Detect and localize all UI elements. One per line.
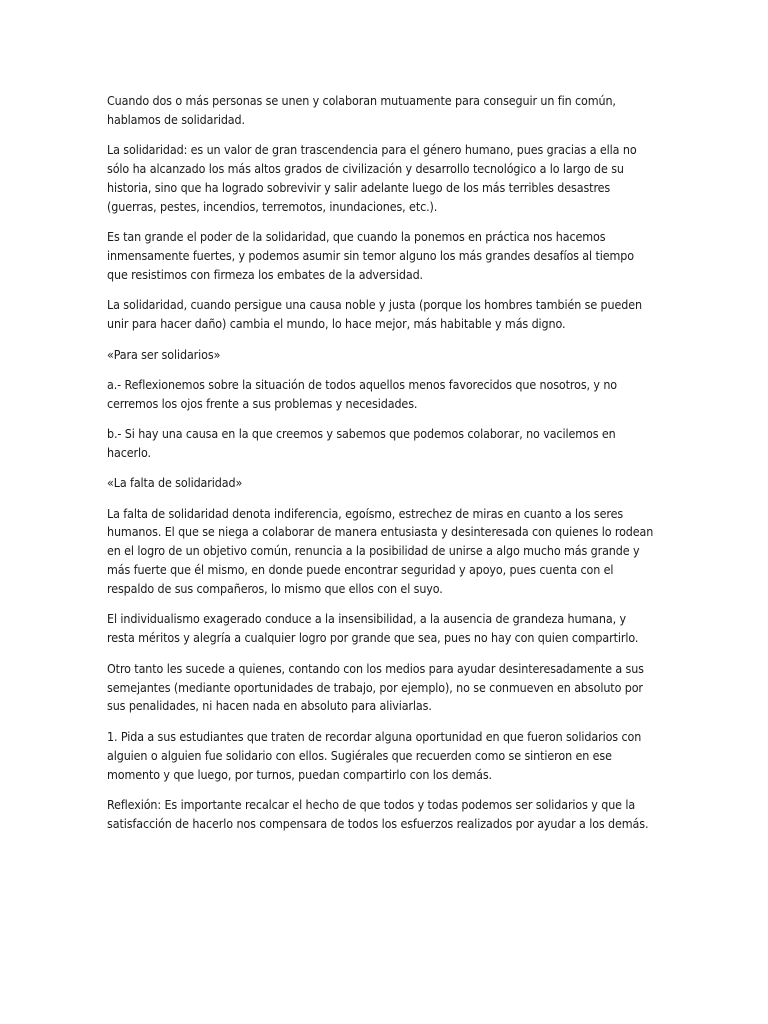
section-heading-para-ser-solidarios: «Para ser solidarios»: [107, 346, 221, 362]
paragraph-individualism: El individualismo exagerado conduce a la insensibilidad, a la ausencia de grandeza humana, y resta méritos y alegría a cualquier logro por grande que sea, pues no hay con quien compartirlo.: [107, 611, 639, 646]
list-item-b: b.- Si hay una causa en la que creemos y sabemos que podemos colaborar, no vacilemos en hacerlo.: [107, 426, 616, 460]
paragraph-others: Otro tanto les sucede a quienes, contando con los medios para ayudar desinteresadamente a sus semejantes (mediante oportunidades de trabajo, por ejemplo), no se conmueven en absoluto por sus penalidades, ni hacen nada en absoluto para aliviarlas.: [107, 660, 644, 714]
section-heading-falta-de-solidaridad: «La falta de solidaridad»: [107, 475, 243, 491]
paragraph-solidarity-power: Es tan grande el poder de la solidaridad, que cuando la ponemos en práctica nos hacemos inmensamente fuertes, y podemos asumir sin temor alguno los más grandes desafíos al tiempo que resistimos con firmeza los embates de la adversidad.: [107, 229, 634, 283]
paragraph-intro: Cuando dos o más personas se unen y colaboran mutuamente para conseguir un fin común, hablamos de solidaridad.: [107, 93, 616, 127]
paragraph-activity: 1. Pida a sus estudiantes que traten de recordar alguna oportunidad en que fueron solidarios con alguien o alguien fue solidario con ellos. Sugiérales que recuerden como se sintieron en ese momento y que luego, por turnos, puedan compartirlo con los demás.: [107, 728, 642, 782]
list-item-a: a.- Reflexionemos sobre la situación de todos aquellos menos favorecidos que nosotros, y no cerremos los ojos frente a sus problemas y necesidades.: [107, 376, 618, 411]
paragraph-lack-of-solidarity: La falta de solidaridad denota indiferencia, egoísmo, estrechez de miras en cuanto a los seres humanos. El que se niega a colaborar de manera entusiasta y desinteresada con quienes lo rodean en el logro de un objetivo común, renuncia a la posibilidad de unirse a algo mucho más grande y más fuerte que él mismo, en donde puede encontrar seguridad y apoyo, pues cuenta con el respaldo de sus compañeros, lo mismo que ellos con el suyo.: [107, 505, 654, 597]
paragraph-reflection: Reflexión: Es importante recalcar el hecho de que todos y todas podemos ser solidarios y que la satisfacción de hacerlo nos compensara de todos los esfuerzos realizados por ayudar a los demás.: [107, 796, 649, 831]
paragraph-noble-cause: La solidaridad, cuando persigue una causa noble y justa (porque los hombres también se pueden unir para hacer daño) cambia el mundo, lo hace mejor, más habitable y más digno.: [107, 297, 642, 332]
document-body: [107, 92, 655, 845]
paragraph-solidarity-value: La solidaridad: es un valor de gran trascendencia para el género humano, pues gracias a ella no sólo ha alcanzado los más altos grados de civilización y desarrollo tecnológico a lo largo de su historia, sino que ha logrado sobrevivir y salir adelante luego de los más terribles desastres (guerras, pestes, incendios, terremotos, inundaciones, etc.).: [107, 142, 637, 214]
